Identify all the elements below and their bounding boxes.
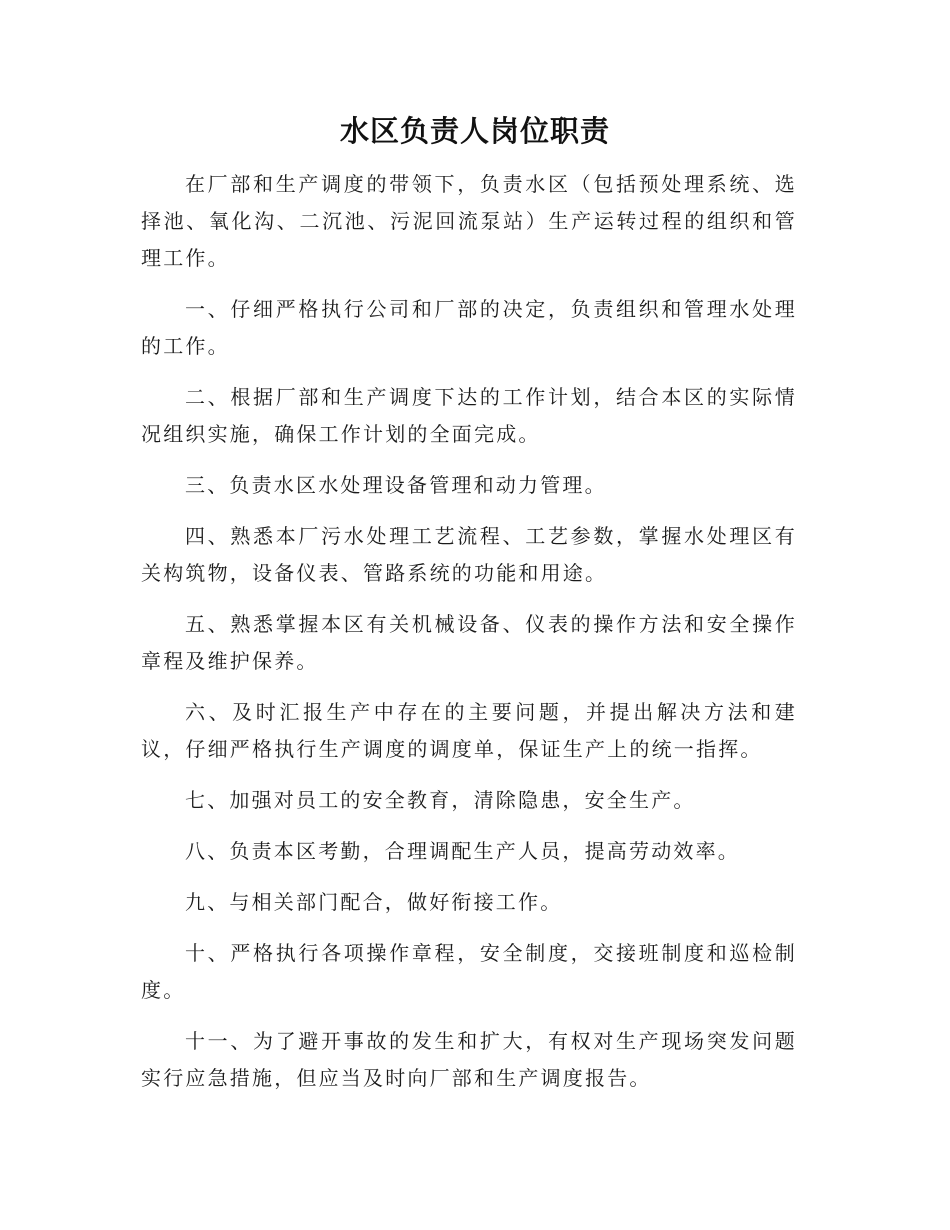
paragraph-duty-9: 九、与相关部门配合，做好衔接工作。	[185, 890, 563, 914]
paragraph-duty-7: 七、加强对员工的安全教育，清除隐患，安全生产。	[185, 788, 696, 812]
paragraph-duty-4: 四、熟悉本厂污水处理工艺流程、工艺参数，掌握水处理区有关构筑物，设备仪表、管路系统的功能和用途。	[141, 524, 797, 585]
paragraph-duty-6: 六、及时汇报生产中存在的主要问题，并提出解决方法和建议，仔细严格执行生产调度的调度单，保证生产上的统一指挥。	[141, 700, 797, 761]
paragraph-duty-8: 八、负责本区考勤，合理调配生产人员，提高劳动效率。	[185, 839, 740, 863]
paragraph-duty-3: 三、负责水区水处理设备管理和动力管理。	[185, 473, 607, 497]
paragraph-duty-11: 十一、为了避开事故的发生和扩大，有权对生产现场突发问题实行应急措施，但应当及时向厂部和生产调度报告。	[141, 1029, 797, 1090]
paragraph-duty-2: 二、根据厂部和生产调度下达的工作计划，结合本区的实际情况组织实施，确保工作计划的全面完成。	[141, 385, 797, 446]
document-body	[141, 166, 797, 1111]
paragraph-duty-1: 一、仔细严格执行公司和厂部的决定，负责组织和管理水处理的工作。	[141, 297, 797, 358]
paragraph-duty-5: 五、熟悉掌握本区有关机械设备、仪表的操作方法和安全操作章程及维护保养。	[141, 612, 797, 673]
paragraph-duty-10: 十、严格执行各项操作章程，安全制度，交接班制度和巡检制度。	[141, 941, 797, 1002]
paragraph-intro: 在厂部和生产调度的带领下，负责水区（包括预处理系统、选择池、氧化沟、二沉池、污泥回流泵站）生产运转过程的组织和管理工作。	[141, 172, 797, 270]
document-title: 水区负责人岗位职责	[339, 114, 610, 148]
